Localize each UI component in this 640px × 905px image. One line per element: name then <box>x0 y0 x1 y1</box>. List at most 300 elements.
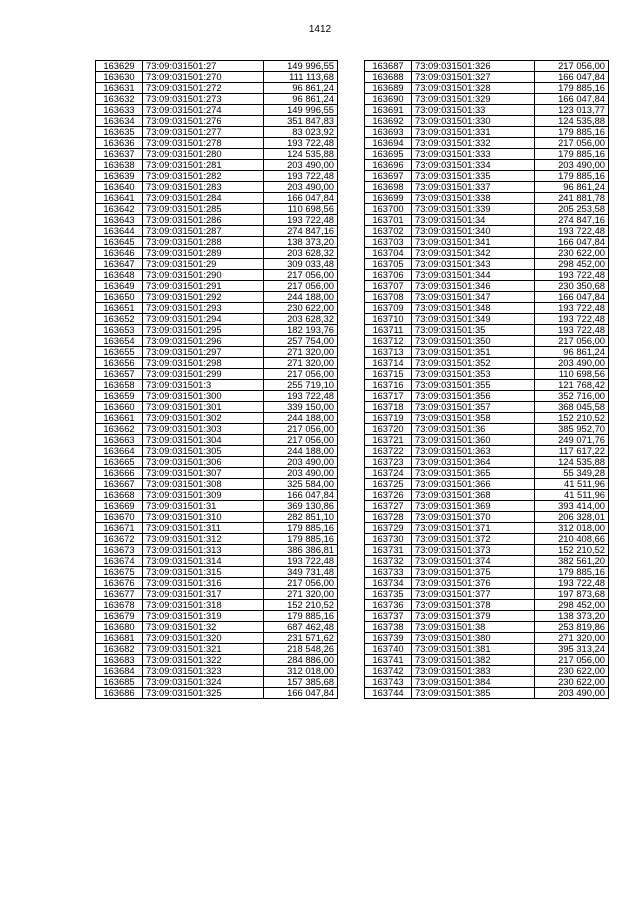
table-row <box>96 171 338 182</box>
table-row <box>365 424 609 435</box>
table-row <box>365 666 609 677</box>
value-cell: 244 188,00 <box>264 292 338 303</box>
cadastral-number-cell: 73:09:031501:290 <box>143 270 264 281</box>
table-row <box>365 336 609 347</box>
table-row <box>365 259 609 270</box>
table-row <box>365 479 609 490</box>
table-row <box>96 490 338 501</box>
value-cell: 217 056,00 <box>535 138 609 149</box>
row-number-cell: 163672 <box>96 534 143 545</box>
page-number: 1412 <box>308 24 332 35</box>
row-number-cell: 163703 <box>365 237 412 248</box>
table-row <box>365 402 609 413</box>
cadastral-number-cell: 73:09:031501:285 <box>143 204 264 215</box>
table-row <box>365 215 609 226</box>
row-number-cell: 163709 <box>365 303 412 314</box>
row-number-cell: 163640 <box>96 182 143 193</box>
table-row <box>365 545 609 556</box>
cadastral-number-cell: 73:09:031501:272 <box>143 83 264 94</box>
row-number-cell: 163736 <box>365 600 412 611</box>
cadastral-number-cell: 73:09:031501:293 <box>143 303 264 314</box>
cadastral-number-cell: 73:09:031501:298 <box>143 358 264 369</box>
value-cell: 203 490,00 <box>264 160 338 171</box>
table-row <box>96 281 338 292</box>
table-row <box>365 248 609 259</box>
value-cell: 298 452,00 <box>535 259 609 270</box>
row-number-cell: 163724 <box>365 468 412 479</box>
cadastral-number-cell: 73:09:031501:365 <box>412 468 535 479</box>
cadastral-number-cell: 73:09:031501:350 <box>412 336 535 347</box>
table-row <box>96 369 338 380</box>
cadastral-number-cell: 73:09:031501:335 <box>412 171 535 182</box>
table-row <box>96 160 338 171</box>
value-cell: 257 754,00 <box>264 336 338 347</box>
cadastral-number-cell: 73:09:031501:282 <box>143 171 264 182</box>
row-number-cell: 163631 <box>96 83 143 94</box>
value-cell: 193 722,48 <box>264 215 338 226</box>
row-number-cell: 163697 <box>365 171 412 182</box>
cadastral-number-cell: 73:09:031501:344 <box>412 270 535 281</box>
table-row <box>365 358 609 369</box>
value-cell: 271 320,00 <box>264 589 338 600</box>
row-number-cell: 163681 <box>96 633 143 644</box>
cadastral-number-cell: 73:09:031501:322 <box>143 655 264 666</box>
cadastral-number-cell: 73:09:031501:38 <box>412 622 535 633</box>
table-row <box>365 105 609 116</box>
cadastral-number-cell: 73:09:031501:276 <box>143 116 264 127</box>
row-number-cell: 163676 <box>96 578 143 589</box>
table-row <box>365 281 609 292</box>
value-cell: 351 847,83 <box>264 116 338 127</box>
table-row <box>365 116 609 127</box>
table-row <box>96 358 338 369</box>
cadastral-number-cell: 73:09:031501:330 <box>412 116 535 127</box>
value-cell: 217 056,00 <box>535 336 609 347</box>
table-row <box>365 94 609 105</box>
row-number-cell: 163729 <box>365 523 412 534</box>
row-number-cell: 163734 <box>365 578 412 589</box>
value-cell: 166 047,84 <box>264 688 338 699</box>
row-number-cell: 163645 <box>96 237 143 248</box>
table-row <box>96 270 338 281</box>
table-row <box>96 435 338 446</box>
row-number-cell: 163641 <box>96 193 143 204</box>
value-cell: 312 018,00 <box>535 523 609 534</box>
cadastral-number-cell: 73:09:031501:309 <box>143 490 264 501</box>
value-cell: 210 408,66 <box>535 534 609 545</box>
table-row <box>96 215 338 226</box>
row-number-cell: 163682 <box>96 644 143 655</box>
table-row <box>365 61 609 72</box>
cadastral-number-cell: 73:09:031501:379 <box>412 611 535 622</box>
table-row <box>365 567 609 578</box>
value-cell: 179 885,16 <box>535 567 609 578</box>
row-number-cell: 163683 <box>96 655 143 666</box>
cadastral-number-cell: 73:09:031501:341 <box>412 237 535 248</box>
cadastral-number-cell: 73:09:031501:385 <box>412 688 535 699</box>
row-number-cell: 163715 <box>365 369 412 380</box>
row-number-cell: 163635 <box>96 127 143 138</box>
value-cell: 382 561,20 <box>535 556 609 567</box>
cadastral-number-cell: 73:09:031501:326 <box>412 61 535 72</box>
value-cell: 110 698,56 <box>264 204 338 215</box>
cadastral-number-cell: 73:09:031501:283 <box>143 182 264 193</box>
cadastral-number-cell: 73:09:031501:320 <box>143 633 264 644</box>
value-cell: 179 885,16 <box>535 127 609 138</box>
table-row <box>365 490 609 501</box>
value-cell: 96 861,24 <box>264 83 338 94</box>
cadastral-number-cell: 73:09:031501:381 <box>412 644 535 655</box>
row-number-cell: 163744 <box>365 688 412 699</box>
row-number-cell: 163648 <box>96 270 143 281</box>
value-cell: 217 056,00 <box>264 578 338 589</box>
row-number-cell: 163741 <box>365 655 412 666</box>
value-cell: 203 490,00 <box>535 160 609 171</box>
table-row <box>96 677 338 688</box>
value-cell: 41 511,96 <box>535 490 609 501</box>
cadastral-number-cell: 73:09:031501:329 <box>412 94 535 105</box>
table-row <box>365 523 609 534</box>
cadastral-number-cell: 73:09:031501:36 <box>412 424 535 435</box>
value-cell: 193 722,48 <box>535 270 609 281</box>
cadastral-number-cell: 73:09:031501:281 <box>143 160 264 171</box>
cadastral-number-cell: 73:09:031501:277 <box>143 127 264 138</box>
value-cell: 203 490,00 <box>264 457 338 468</box>
value-cell: 96 861,24 <box>264 94 338 105</box>
value-cell: 179 885,16 <box>264 523 338 534</box>
value-cell: 203 490,00 <box>535 688 609 699</box>
table-row <box>365 622 609 633</box>
table-row <box>96 105 338 116</box>
cadastral-number-cell: 73:09:031501:374 <box>412 556 535 567</box>
row-number-cell: 163740 <box>365 644 412 655</box>
row-number-cell: 163726 <box>365 490 412 501</box>
cadastral-number-cell: 73:09:031501:323 <box>143 666 264 677</box>
row-number-cell: 163730 <box>365 534 412 545</box>
cadastral-number-cell: 73:09:031501:317 <box>143 589 264 600</box>
cadastral-number-cell: 73:09:031501:375 <box>412 567 535 578</box>
table-row <box>96 347 338 358</box>
row-number-cell: 163707 <box>365 281 412 292</box>
table-row <box>365 138 609 149</box>
value-cell: 166 047,84 <box>535 237 609 248</box>
row-number-cell: 163644 <box>96 226 143 237</box>
value-cell: 217 056,00 <box>264 281 338 292</box>
row-number-cell: 163663 <box>96 435 143 446</box>
value-cell: 41 511,96 <box>535 479 609 490</box>
value-cell: 217 056,00 <box>264 424 338 435</box>
value-cell: 203 628,32 <box>264 248 338 259</box>
row-number-cell: 163638 <box>96 160 143 171</box>
value-cell: 386 386,81 <box>264 545 338 556</box>
table-row <box>365 578 609 589</box>
row-number-cell: 163711 <box>365 325 412 336</box>
row-number-cell: 163639 <box>96 171 143 182</box>
cadastral-number-cell: 73:09:031501:372 <box>412 534 535 545</box>
table-row <box>365 83 609 94</box>
row-number-cell: 163718 <box>365 402 412 413</box>
value-cell: 193 722,48 <box>264 391 338 402</box>
row-number-cell: 163671 <box>96 523 143 534</box>
cadastral-number-cell: 73:09:031501:351 <box>412 347 535 358</box>
value-cell: 149 996,55 <box>264 105 338 116</box>
table-row <box>96 226 338 237</box>
table-row <box>365 600 609 611</box>
table-row <box>365 512 609 523</box>
cadastral-number-cell: 73:09:031501:300 <box>143 391 264 402</box>
cadastral-number-cell: 73:09:031501:356 <box>412 391 535 402</box>
value-cell: 166 047,84 <box>535 94 609 105</box>
value-cell: 312 018,00 <box>264 666 338 677</box>
cadastral-number-cell: 73:09:031501:284 <box>143 193 264 204</box>
row-number-cell: 163677 <box>96 589 143 600</box>
row-number-cell: 163699 <box>365 193 412 204</box>
cadastral-number-cell: 73:09:031501:338 <box>412 193 535 204</box>
value-cell: 349 731,48 <box>264 567 338 578</box>
value-cell: 121 768,42 <box>535 380 609 391</box>
value-cell: 298 452,00 <box>535 600 609 611</box>
row-number-cell: 163704 <box>365 248 412 259</box>
cadastral-number-cell: 73:09:031501:347 <box>412 292 535 303</box>
value-cell: 193 722,48 <box>264 138 338 149</box>
table-row <box>365 204 609 215</box>
row-number-cell: 163743 <box>365 677 412 688</box>
table-row <box>96 567 338 578</box>
cadastral-number-cell: 73:09:031501:366 <box>412 479 535 490</box>
table-row <box>96 149 338 160</box>
row-number-cell: 163735 <box>365 589 412 600</box>
table-row <box>96 446 338 457</box>
value-cell: 193 722,48 <box>535 325 609 336</box>
table-row <box>365 611 609 622</box>
row-number-cell: 163710 <box>365 314 412 325</box>
row-number-cell: 163686 <box>96 688 143 699</box>
value-cell: 203 490,00 <box>535 358 609 369</box>
cadastral-number-cell: 73:09:031501:35 <box>412 325 535 336</box>
value-cell: 309 033,48 <box>264 259 338 270</box>
value-cell: 203 490,00 <box>264 468 338 479</box>
row-number-cell: 163738 <box>365 622 412 633</box>
value-cell: 230 622,00 <box>264 303 338 314</box>
cadastral-number-cell: 73:09:031501:331 <box>412 127 535 138</box>
table-row <box>96 391 338 402</box>
row-number-cell: 163674 <box>96 556 143 567</box>
cadastral-number-cell: 73:09:031501:287 <box>143 226 264 237</box>
value-cell: 244 188,00 <box>264 413 338 424</box>
cadastral-number-cell: 73:09:031501:342 <box>412 248 535 259</box>
value-cell: 368 045,58 <box>535 402 609 413</box>
row-number-cell: 163713 <box>365 347 412 358</box>
value-cell: 179 885,16 <box>535 149 609 160</box>
cadastral-number-cell: 73:09:031501:273 <box>143 94 264 105</box>
row-number-cell: 163690 <box>365 94 412 105</box>
cadastral-number-cell: 73:09:031501:314 <box>143 556 264 567</box>
row-number-cell: 163656 <box>96 358 143 369</box>
table-row <box>365 226 609 237</box>
cadastral-number-cell: 73:09:031501:352 <box>412 358 535 369</box>
cadastral-number-cell: 73:09:031501:316 <box>143 578 264 589</box>
table-row <box>365 237 609 248</box>
cadastral-number-cell: 73:09:031501:328 <box>412 83 535 94</box>
row-number-cell: 163678 <box>96 600 143 611</box>
row-number-cell: 163685 <box>96 677 143 688</box>
row-number-cell: 163731 <box>365 545 412 556</box>
cadastral-number-cell: 73:09:031501:305 <box>143 446 264 457</box>
table-row <box>96 666 338 677</box>
value-cell: 217 056,00 <box>264 369 338 380</box>
value-cell: 230 622,00 <box>535 666 609 677</box>
table-row <box>365 160 609 171</box>
value-cell: 124 535,88 <box>535 116 609 127</box>
row-number-cell: 163652 <box>96 314 143 325</box>
table-row <box>365 655 609 666</box>
value-cell: 393 414,00 <box>535 501 609 512</box>
row-number-cell: 163693 <box>365 127 412 138</box>
table-row <box>96 545 338 556</box>
row-number-cell: 163717 <box>365 391 412 402</box>
cadastral-number-cell: 73:09:031501:308 <box>143 479 264 490</box>
cadastral-number-cell: 73:09:031501:355 <box>412 380 535 391</box>
table-row <box>96 138 338 149</box>
table-row <box>365 182 609 193</box>
table-row <box>365 644 609 655</box>
cadastral-number-cell: 73:09:031501:340 <box>412 226 535 237</box>
table-row <box>96 611 338 622</box>
value-cell: 124 535,88 <box>264 149 338 160</box>
row-number-cell: 163721 <box>365 435 412 446</box>
row-number-cell: 163737 <box>365 611 412 622</box>
row-number-cell: 163689 <box>365 83 412 94</box>
row-number-cell: 163701 <box>365 215 412 226</box>
cadastral-number-cell: 73:09:031501:380 <box>412 633 535 644</box>
value-cell: 96 861,24 <box>535 182 609 193</box>
value-cell: 230 622,00 <box>535 677 609 688</box>
cadastral-number-cell: 73:09:031501:311 <box>143 523 264 534</box>
table-row <box>96 259 338 270</box>
cadastral-number-cell: 73:09:031501:297 <box>143 347 264 358</box>
row-number-cell: 163696 <box>365 160 412 171</box>
cadastral-number-cell: 73:09:031501:368 <box>412 490 535 501</box>
table-row <box>96 413 338 424</box>
row-number-cell: 163687 <box>365 61 412 72</box>
row-number-cell: 163679 <box>96 611 143 622</box>
cadastral-number-cell: 73:09:031501:358 <box>412 413 535 424</box>
value-cell: 166 047,84 <box>535 292 609 303</box>
row-number-cell: 163660 <box>96 402 143 413</box>
value-cell: 218 548,26 <box>264 644 338 655</box>
table-row <box>96 457 338 468</box>
value-cell: 179 885,16 <box>264 611 338 622</box>
table-row <box>96 523 338 534</box>
cadastral-number-cell: 73:09:031501:343 <box>412 259 535 270</box>
cadastral-number-cell: 73:09:031501:315 <box>143 567 264 578</box>
table-row <box>96 688 338 699</box>
cadastral-number-cell: 73:09:031501:383 <box>412 666 535 677</box>
table-row <box>365 501 609 512</box>
cadastral-number-cell: 73:09:031501:382 <box>412 655 535 666</box>
table-row <box>365 325 609 336</box>
value-cell: 274 847,16 <box>535 215 609 226</box>
row-number-cell: 163727 <box>365 501 412 512</box>
cadastral-number-cell: 73:09:031501:292 <box>143 292 264 303</box>
value-cell: 166 047,84 <box>535 72 609 83</box>
cadastral-number-cell: 73:09:031501:337 <box>412 182 535 193</box>
row-number-cell: 163688 <box>365 72 412 83</box>
cadastral-number-cell: 73:09:031501:376 <box>412 578 535 589</box>
row-number-cell: 163714 <box>365 358 412 369</box>
row-number-cell: 163691 <box>365 105 412 116</box>
cadastral-number-cell: 73:09:031501:286 <box>143 215 264 226</box>
table-row <box>365 347 609 358</box>
row-number-cell: 163666 <box>96 468 143 479</box>
value-cell: 166 047,84 <box>264 193 338 204</box>
table-row <box>96 501 338 512</box>
table-row <box>96 512 338 523</box>
value-cell: 352 716,00 <box>535 391 609 402</box>
row-number-cell: 163629 <box>96 61 143 72</box>
table-row <box>365 270 609 281</box>
value-cell: 282 851,10 <box>264 512 338 523</box>
value-cell: 241 881,78 <box>535 193 609 204</box>
table-row <box>96 655 338 666</box>
table-row <box>365 677 609 688</box>
table-row <box>96 468 338 479</box>
value-cell: 179 885,16 <box>535 171 609 182</box>
value-cell: 230 350,68 <box>535 281 609 292</box>
row-number-cell: 163739 <box>365 633 412 644</box>
value-cell: 284 886,00 <box>264 655 338 666</box>
value-cell: 138 373,20 <box>535 611 609 622</box>
cadastral-number-cell: 73:09:031501:288 <box>143 237 264 248</box>
cadastral-number-cell: 73:09:031501:371 <box>412 523 535 534</box>
cadastral-number-cell: 73:09:031501:27 <box>143 61 264 72</box>
value-cell: 83 023,92 <box>264 127 338 138</box>
cadastral-number-cell: 73:09:031501:299 <box>143 369 264 380</box>
row-number-cell: 163700 <box>365 204 412 215</box>
value-cell: 244 188,00 <box>264 446 338 457</box>
table-row <box>96 237 338 248</box>
cadastral-number-cell: 73:09:031501:363 <box>412 446 535 457</box>
table-row <box>96 72 338 83</box>
cadastral-number-cell: 73:09:031501:349 <box>412 314 535 325</box>
cadastral-number-cell: 73:09:031501:370 <box>412 512 535 523</box>
value-cell: 152 210,52 <box>264 600 338 611</box>
row-number-cell: 163680 <box>96 622 143 633</box>
table-row <box>96 193 338 204</box>
cadastral-number-cell: 73:09:031501:278 <box>143 138 264 149</box>
right-table <box>364 60 609 699</box>
cadastral-number-cell: 73:09:031501:346 <box>412 281 535 292</box>
cadastral-number-cell: 73:09:031501:318 <box>143 600 264 611</box>
row-number-cell: 163692 <box>365 116 412 127</box>
value-cell: 179 885,16 <box>535 83 609 94</box>
cadastral-number-cell: 73:09:031501:384 <box>412 677 535 688</box>
cadastral-number-cell: 73:09:031501:332 <box>412 138 535 149</box>
cadastral-number-cell: 73:09:031501:301 <box>143 402 264 413</box>
table-row <box>96 204 338 215</box>
value-cell: 193 722,48 <box>264 171 338 182</box>
cadastral-number-cell: 73:09:031501:295 <box>143 325 264 336</box>
cadastral-number-cell: 73:09:031501:294 <box>143 314 264 325</box>
row-number-cell: 163662 <box>96 424 143 435</box>
value-cell: 152 210,52 <box>535 545 609 556</box>
table-row <box>365 457 609 468</box>
table-row <box>96 94 338 105</box>
row-number-cell: 163694 <box>365 138 412 149</box>
row-number-cell: 163722 <box>365 446 412 457</box>
table-row <box>365 127 609 138</box>
table-row <box>365 435 609 446</box>
